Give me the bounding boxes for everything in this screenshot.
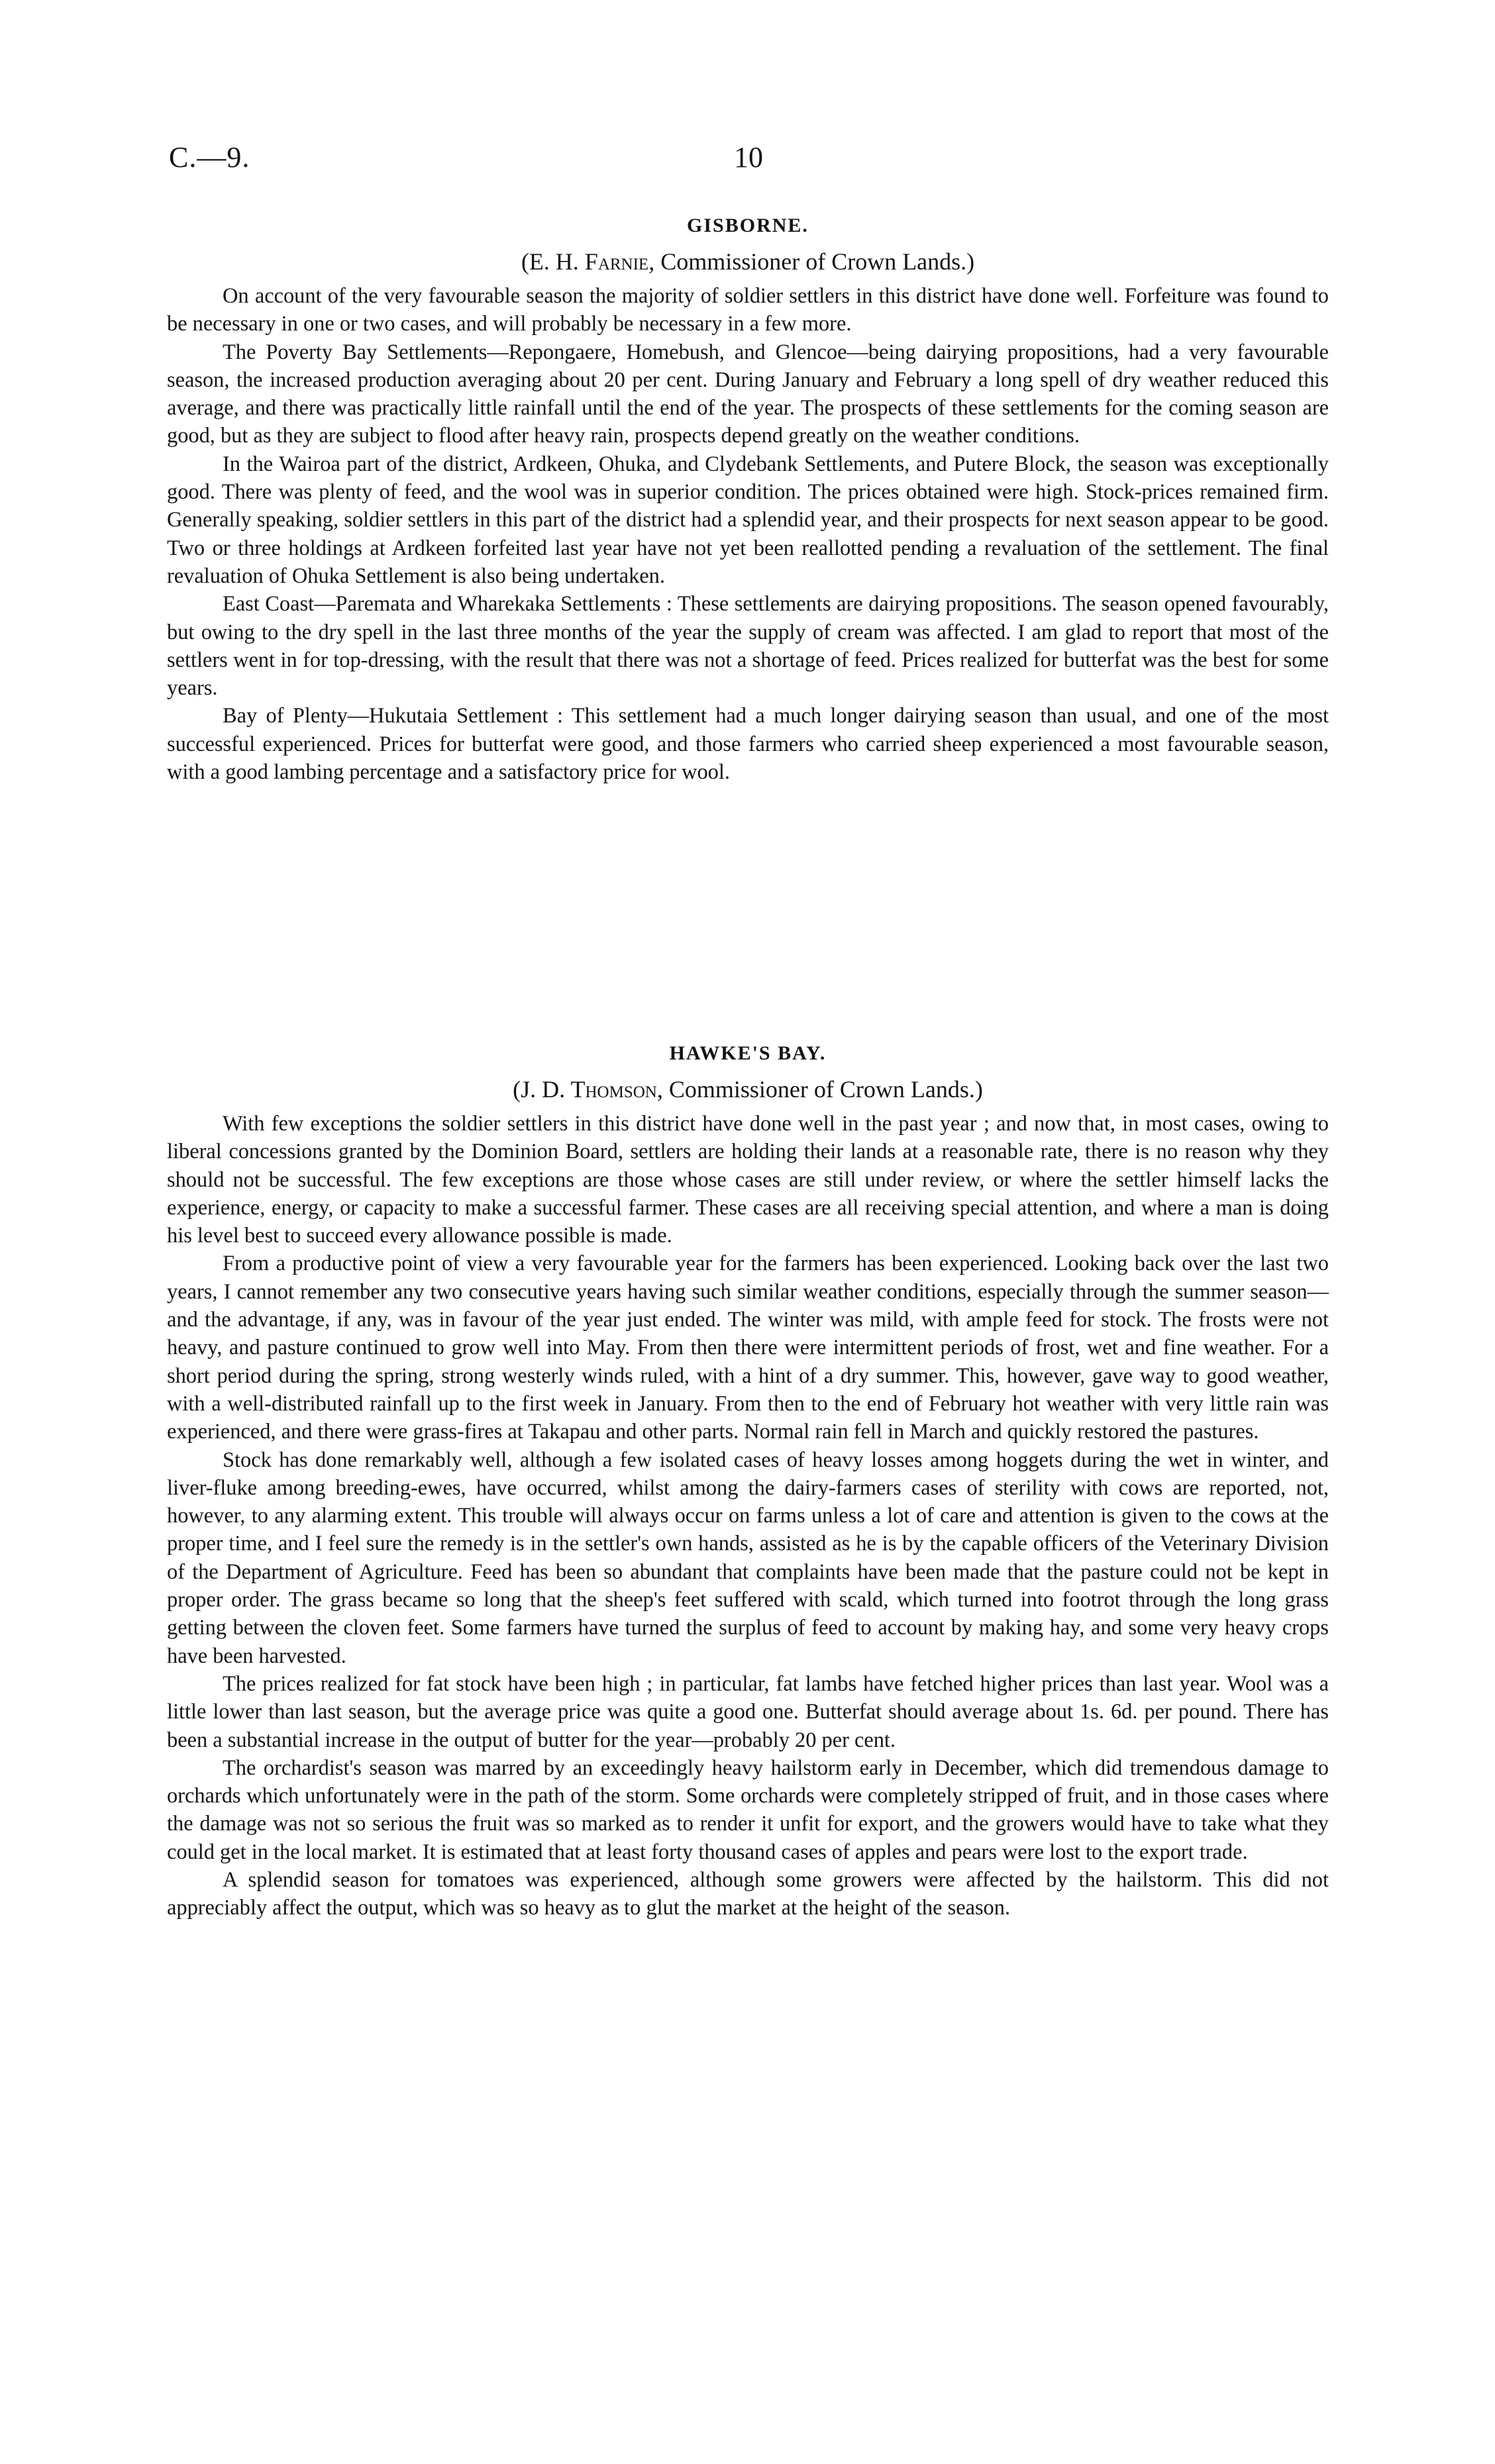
paragraph: From a productive point of view a very favourable year for the farmers has been experienced. Looking back over the last two years, I cannot remember any two consecutive years having such similar weather conditions, especially through the summer season—and the advantage, if any, was in favour of the year just ended. The winter was mild, with ample feed for stock. The frosts were not heavy, and pasture continued to grow well into May. From then there were intermittent periods of frost, wet and fine weather. For a short period during the spring, strong westerly winds ruled, with a hint of a dry summer. This, however, gave way to good weather, with a well-distributed rainfall up to the first week in January. From then to the end of February hot weather with very little rain was experienced, and there were grass-fires at Takapau and other parts. Normal rain fell in March and quickly restored the pastures. — [167, 1252, 1329, 1444]
commissioner-name: E. H. Farnie — [529, 248, 649, 275]
paragraph: In the Wairoa part of the district, Ardkeen, Ohuka, and Clydebank Settlements, and Putere Block, the season was exceptionally good. There was plenty of feed, and the wool was in superior condition. The prices obtained were high. Stock-prices remained firm. Generally speaking, soldier settlers in this part of the district had a splendid year, and their prospects for next season appear to be good. Two or three holdings at Ardkeen forfeited last year have not yet been reallotted pending a revaluation of the settlement. The final revaluation of Ohuka Settlement is also being undertaken. — [167, 452, 1329, 588]
paragraph: A splendid season for tomatoes was experienced, although some growers were affected by the hailstorm. This did not appreciably affect the output, which was so heavy as to glut the market at the height of the season. — [167, 1868, 1329, 1920]
paragraph: The prices realized for fat stock have been high ; in particular, fat lambs have fetched higher prices than last year. Wool was a little lower than last season, but the average price was quite a good one. Butterfat should average about 1s. 6d. per pound. There has been a substantial increase in the output of butter for the year—probably 20 per cent. — [167, 1671, 1329, 1752]
paragraph: On account of the very favourable season the majority of soldier settlers in this district have done well. Forfeiture was found to be necessary in one or two cases, and will probably be necessary in a few more. — [167, 284, 1329, 336]
commissioner-name: J. D. Thomson — [521, 1076, 657, 1103]
paragraph: With few exceptions the soldier settlers in this district have done well in the past year ; and now that, in most cases, owing to liberal concessions granted by the Dominion Board, settlers are holding their lands at a reasonable rate, there is no reason why they should not be successful. The few exceptions are those whose cases are still under review, or where the settler himself lacks the experience, energy, or capacity to make a successful farmer. These cases are all receiving special attention, and where a man is doing his level best to succeed every allowance possible is made. — [167, 1112, 1329, 1248]
paragraph: The orchardist's season was marred by an exceedingly heavy hailstorm early in December, which did tremendous damage to orchards which unfortunately were in the path of the storm. Some orchards were completely stripped of fruit, and in those cases where the damage was not so serious the fruit was so marked as to render it unfit for export, and the growers would have to take what they could get in the local market. It is estimated that at least forty thousand cases of apples and pears were lost to the export trade. — [167, 1755, 1329, 1864]
page-number: 10 — [734, 141, 763, 173]
paragraph: The Poverty Bay Settlements—Repongaere, Homebush, and Glencoe—being dairying propositions, had a very favourable season, the increased production averaging about 20 per cent. During January and February a long spell of dry weather reduced this average, and there was practically little rainfall until the end of the year. The prospects of these settlements for the coming season are good, but as they are subject to flood after heavy rain, prospects depend greatly on the weather conditions. — [167, 340, 1329, 448]
document-code: C.—9. — [169, 141, 250, 173]
commissioner-line: (J. D. Thomson, Commissioner of Crown Lands.) — [513, 1076, 983, 1103]
commissioner-role: , Commissioner of Crown Lands.) — [656, 1076, 983, 1103]
section-hawkes-bay — [167, 1038, 1329, 1922]
paragraph: East Coast—Paremata and Wharekaka Settlements : These settlements are dairying propositions. The season opened favourably, but owing to the dry spell in the last three months of the year the supply of cream was affected. I am glad to report that most of the settlers went in for top-dressing, with the result that there was not a shortage of feed. Prices realized for butterfat was the best for some years. — [167, 592, 1329, 701]
commissioner-role: , Commissioner of Crown Lands.) — [648, 248, 975, 275]
section-gisborne — [167, 211, 1329, 786]
paragraph: Bay of Plenty—Hukutaia Settlement : This settlement had a much longer dairying season than usual, and one of the most successful experienced. Prices for butterfat were good, and those farmers who carried sheep experienced a most favourable season, with a good lambing percentage and a satisfactory price for wool. — [167, 704, 1329, 785]
commissioner-line: (E. H. Farnie, Commissioner of Crown Lands.) — [521, 248, 975, 275]
section-title: GISBORNE. — [687, 215, 809, 236]
paragraph: Stock has done remarkably well, although a few isolated cases of heavy losses among hoggets during the wet in winter, and liver-fluke among breeding-ewes, have occurred, whilst among the dairy-farmers cases of sterility with cows are reported, not, however, to any alarming extent. This trouble will always occur on farms unless a lot of care and attention is given to the cows at the proper time, and I feel sure the remedy is in the settler's own hands, assisted as he is by the capable officers of the Veterinary Division of the Department of Agriculture. Feed has been so abundant that complaints have been made that the pasture could not be kept in proper order. The grass became so long that the sheep's feet suffered with scald, which turned into footrot through the long grass getting between the cloven feet. Some farmers have turned the surplus of feed to account by making hay, and some very heavy crops have been harvested. — [167, 1448, 1329, 1668]
section-title: HAWKE'S BAY. — [669, 1042, 827, 1064]
